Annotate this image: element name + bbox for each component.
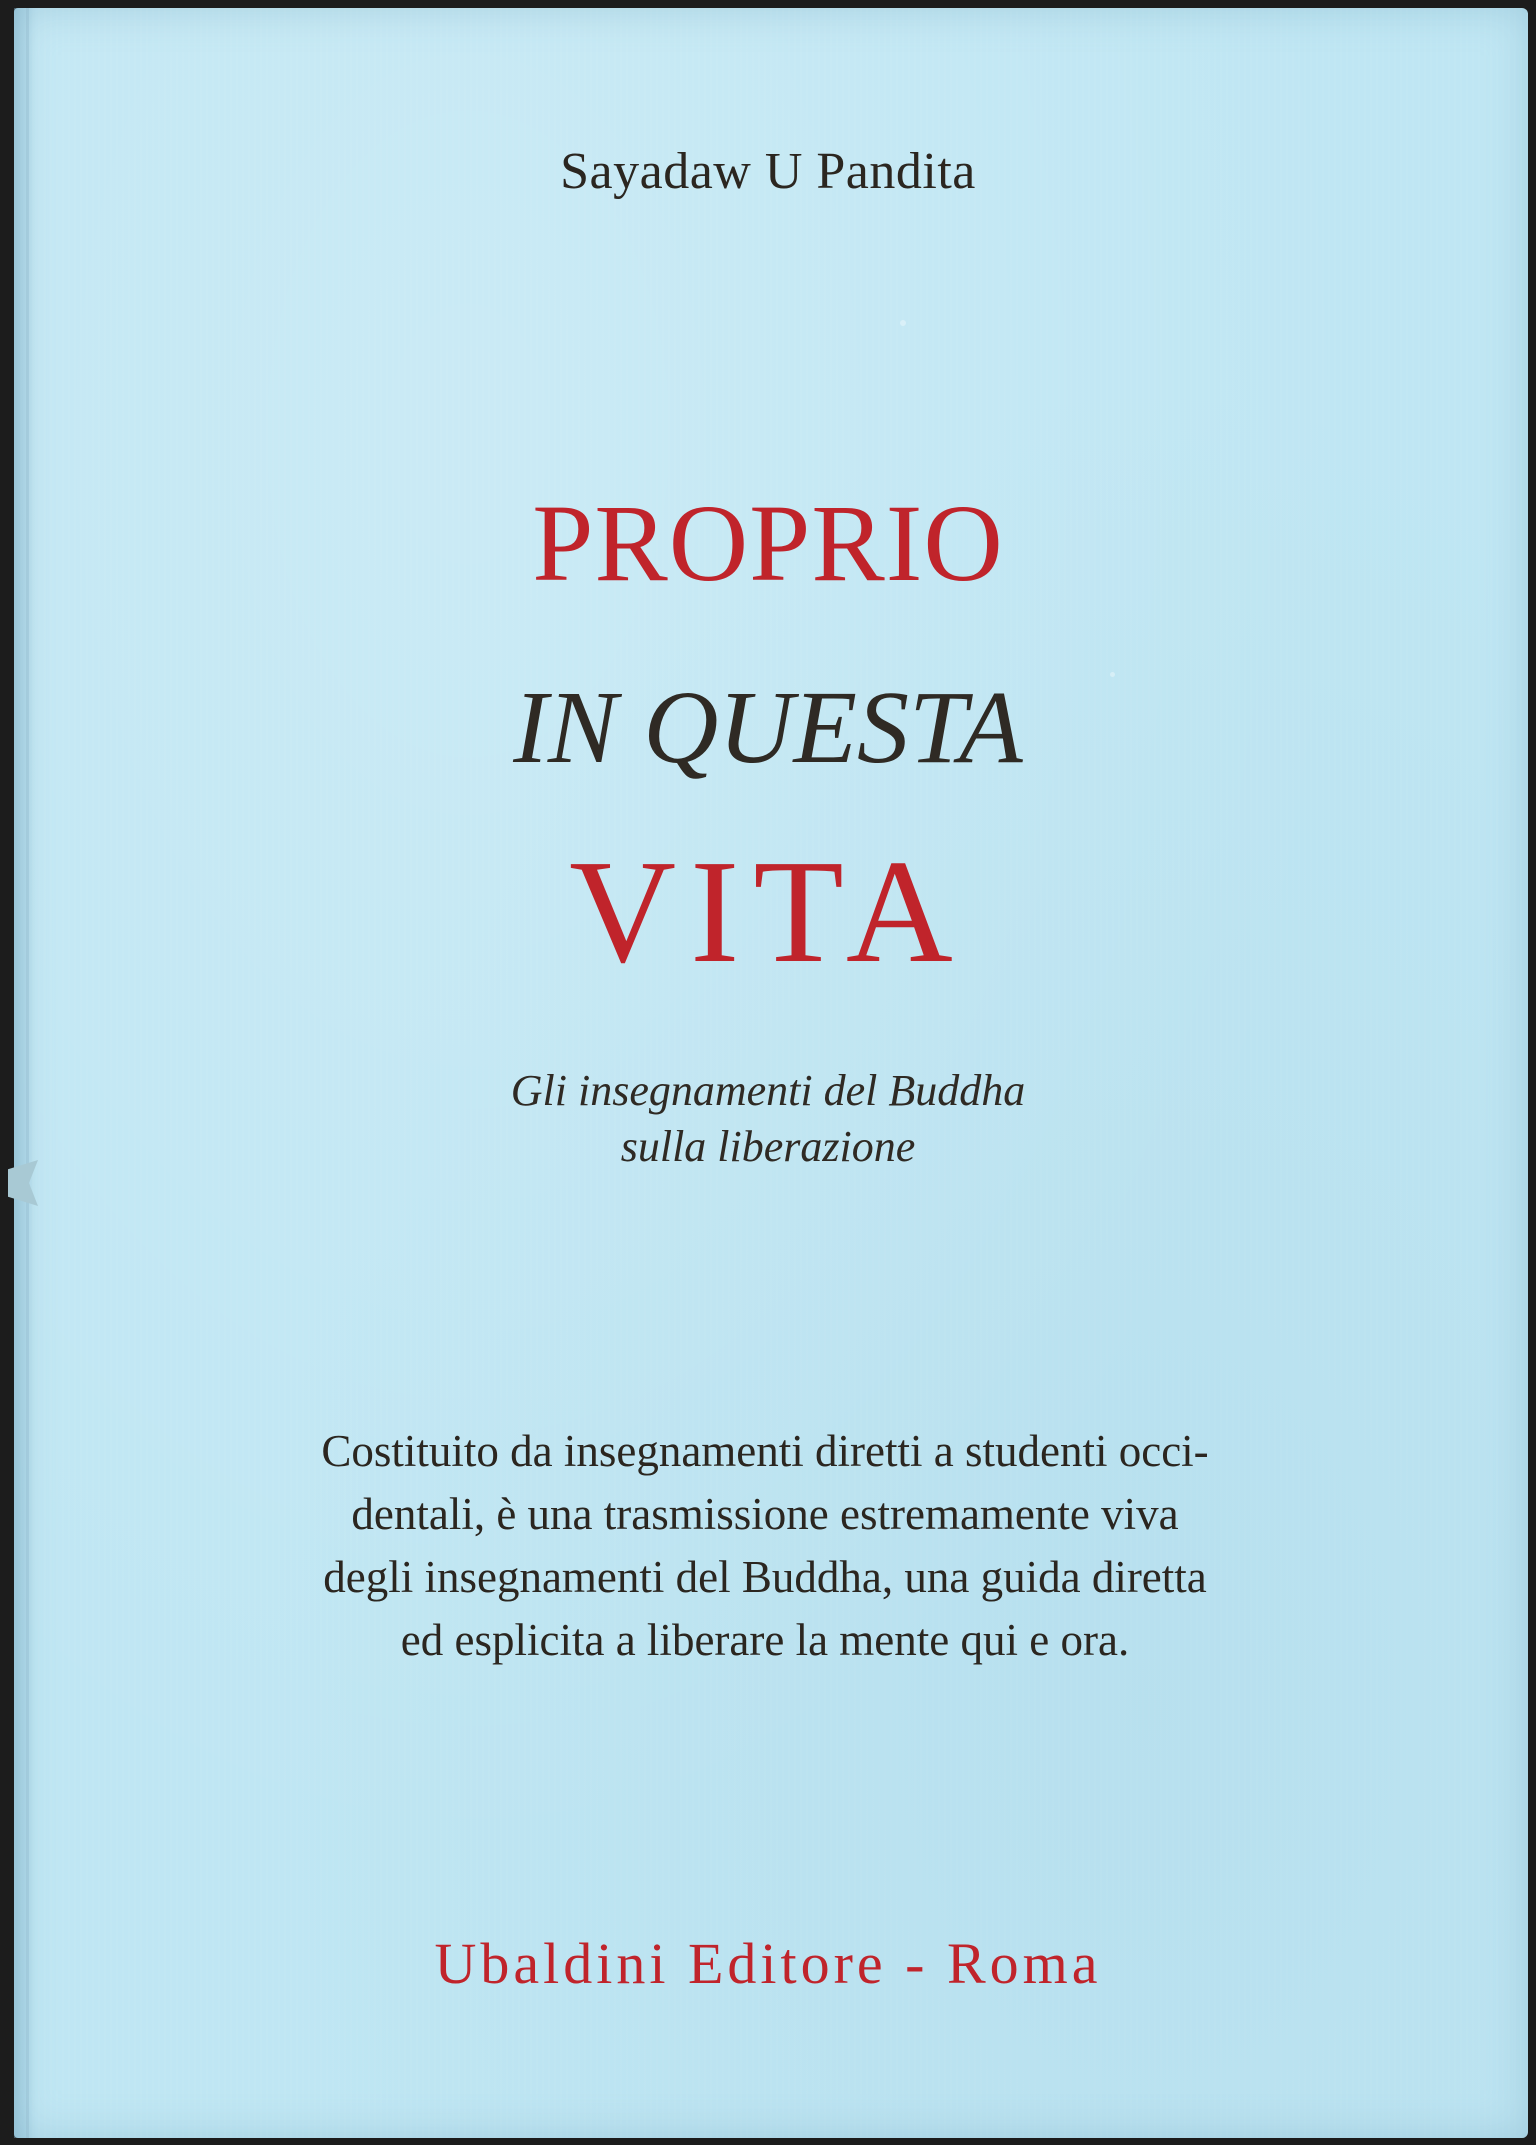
subtitle-line-1: Gli insegnamenti del Buddha [510,1066,1026,1115]
blurb-line-2: dentali, è una trasmissione estremamente viva [351,1489,1179,1539]
cover-blurb [200,1420,1330,1672]
blurb-line-3: degli insegnamenti del Buddha, una guida diretta [323,1552,1207,1602]
title-line-vita: VITA [569,830,967,994]
blurb-line-1: Costituito da insegnamenti diretti a studenti occi- [321,1426,1209,1476]
publisher-imprint: Ubaldini Editore - Roma [434,1931,1102,1996]
cover-wear-spot [900,320,906,326]
subtitle [0,1063,1536,1175]
subtitle-line-2: sulla liberazione [620,1122,916,1171]
title-line-proprio: PROPRIO [532,482,1004,604]
title-line-in-questa: IN QUESTA [513,670,1023,785]
blurb-line-4: ed esplicita a liberare la mente qui e ora. [400,1615,1130,1665]
author-name: Sayadaw U Pandita [560,143,976,200]
